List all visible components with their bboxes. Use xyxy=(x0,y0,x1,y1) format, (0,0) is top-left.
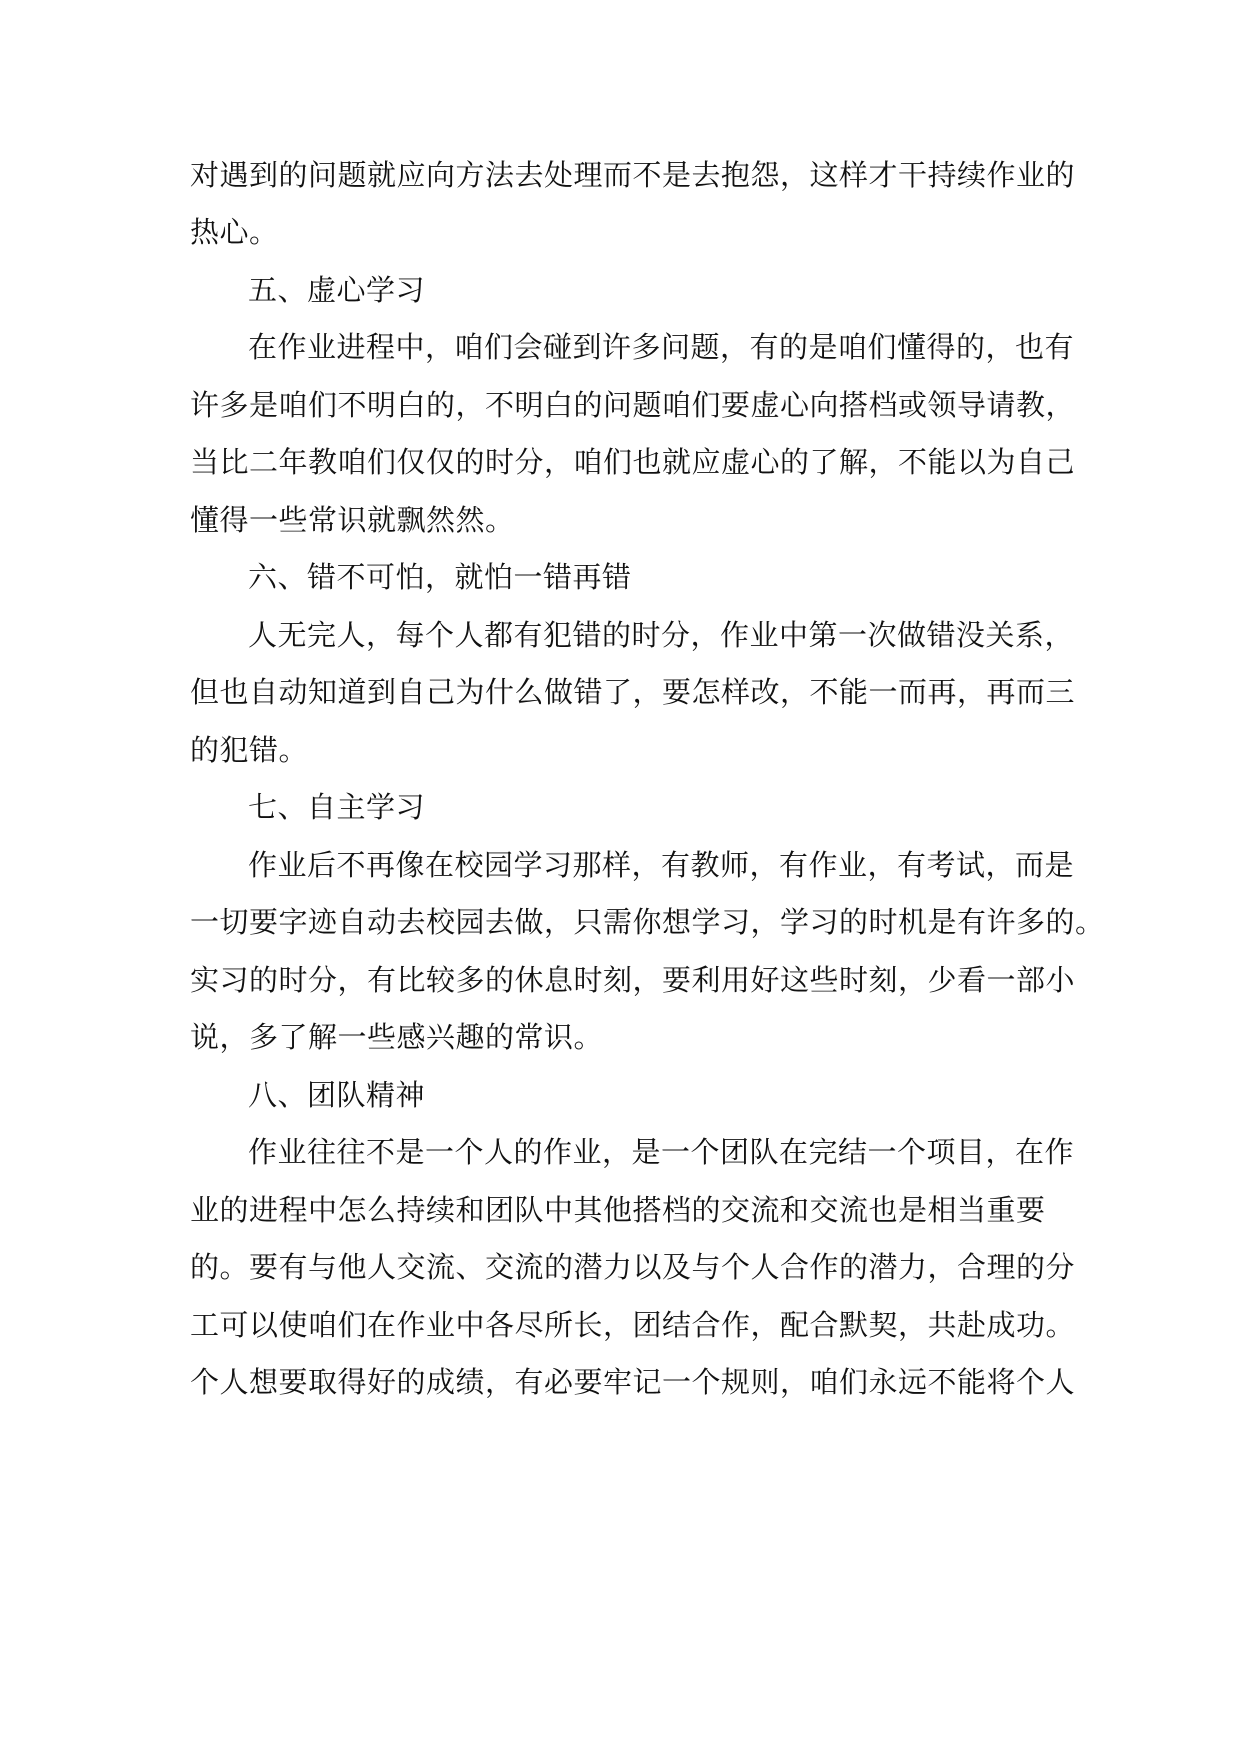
paragraph-line: 在作业进程中，咱们会碰到许多问题，有的是咱们懂得的，也有 xyxy=(248,330,1075,364)
paragraph-line: 实习的时分，有比较多的休息时刻，要利用好这些时刻，少看一部小 xyxy=(190,963,1076,997)
paragraph-line: 业的进程中怎么持续和团队中其他搭档的交流和交流也是相当重要 xyxy=(190,1193,1046,1227)
paragraph-line: 许多是咱们不明白的，不明白的问题咱们要虚心向搭档或领导请教， xyxy=(190,388,1076,422)
paragraph-line: 的。要有与他人交流、交流的潜力以及与个人合作的潜力，合理的分 xyxy=(190,1250,1076,1284)
paragraph-line: 但也自动知道到自己为什么做错了，要怎样改，不能一而再，再而三 xyxy=(190,675,1076,709)
paragraph-line: 热心。 xyxy=(190,215,279,249)
paragraph-line: 懂得一些常识就飘然然。 xyxy=(190,503,515,537)
paragraph-line: 一切要字迹自动去校园去做，只需你想学习，学习的时机是有许多的。 xyxy=(190,905,1105,939)
paragraph-line: 作业往往不是一个人的作业，是一个团队在完结一个项目，在作 xyxy=(248,1135,1075,1169)
paragraph-line: 当比二年教咱们仅仅的时分，咱们也就应虚心的了解，不能以为自己 xyxy=(190,445,1076,479)
paragraph-line: 的犯错。 xyxy=(190,733,309,767)
section-heading: 五、虚心学习 xyxy=(248,273,426,307)
paragraph-line: 作业后不再像在校园学习那样，有教师，有作业，有考试，而是 xyxy=(248,848,1075,882)
section-heading: 六、错不可怕，就怕一错再错 xyxy=(248,560,632,594)
paragraph-line: 人无完人，每个人都有犯错的时分，作业中第一次做错没关系， xyxy=(248,618,1075,652)
paragraph-line: 个人想要取得好的成绩，有必要牢记一个规则，咱们永远不能将个人 xyxy=(190,1365,1076,1399)
paragraph-line: 对遇到的问题就应向方法去处理而不是去抱怨，这样才干持续作业的 xyxy=(190,158,1076,192)
section-heading: 八、团队精神 xyxy=(248,1078,426,1112)
paragraph-line: 说，多了解一些感兴趣的常识。 xyxy=(190,1020,604,1054)
paragraph-line: 工可以使咱们在作业中各尽所长，团结合作，配合默契，共赴成功。 xyxy=(190,1308,1076,1342)
section-heading: 七、自主学习 xyxy=(248,790,426,824)
